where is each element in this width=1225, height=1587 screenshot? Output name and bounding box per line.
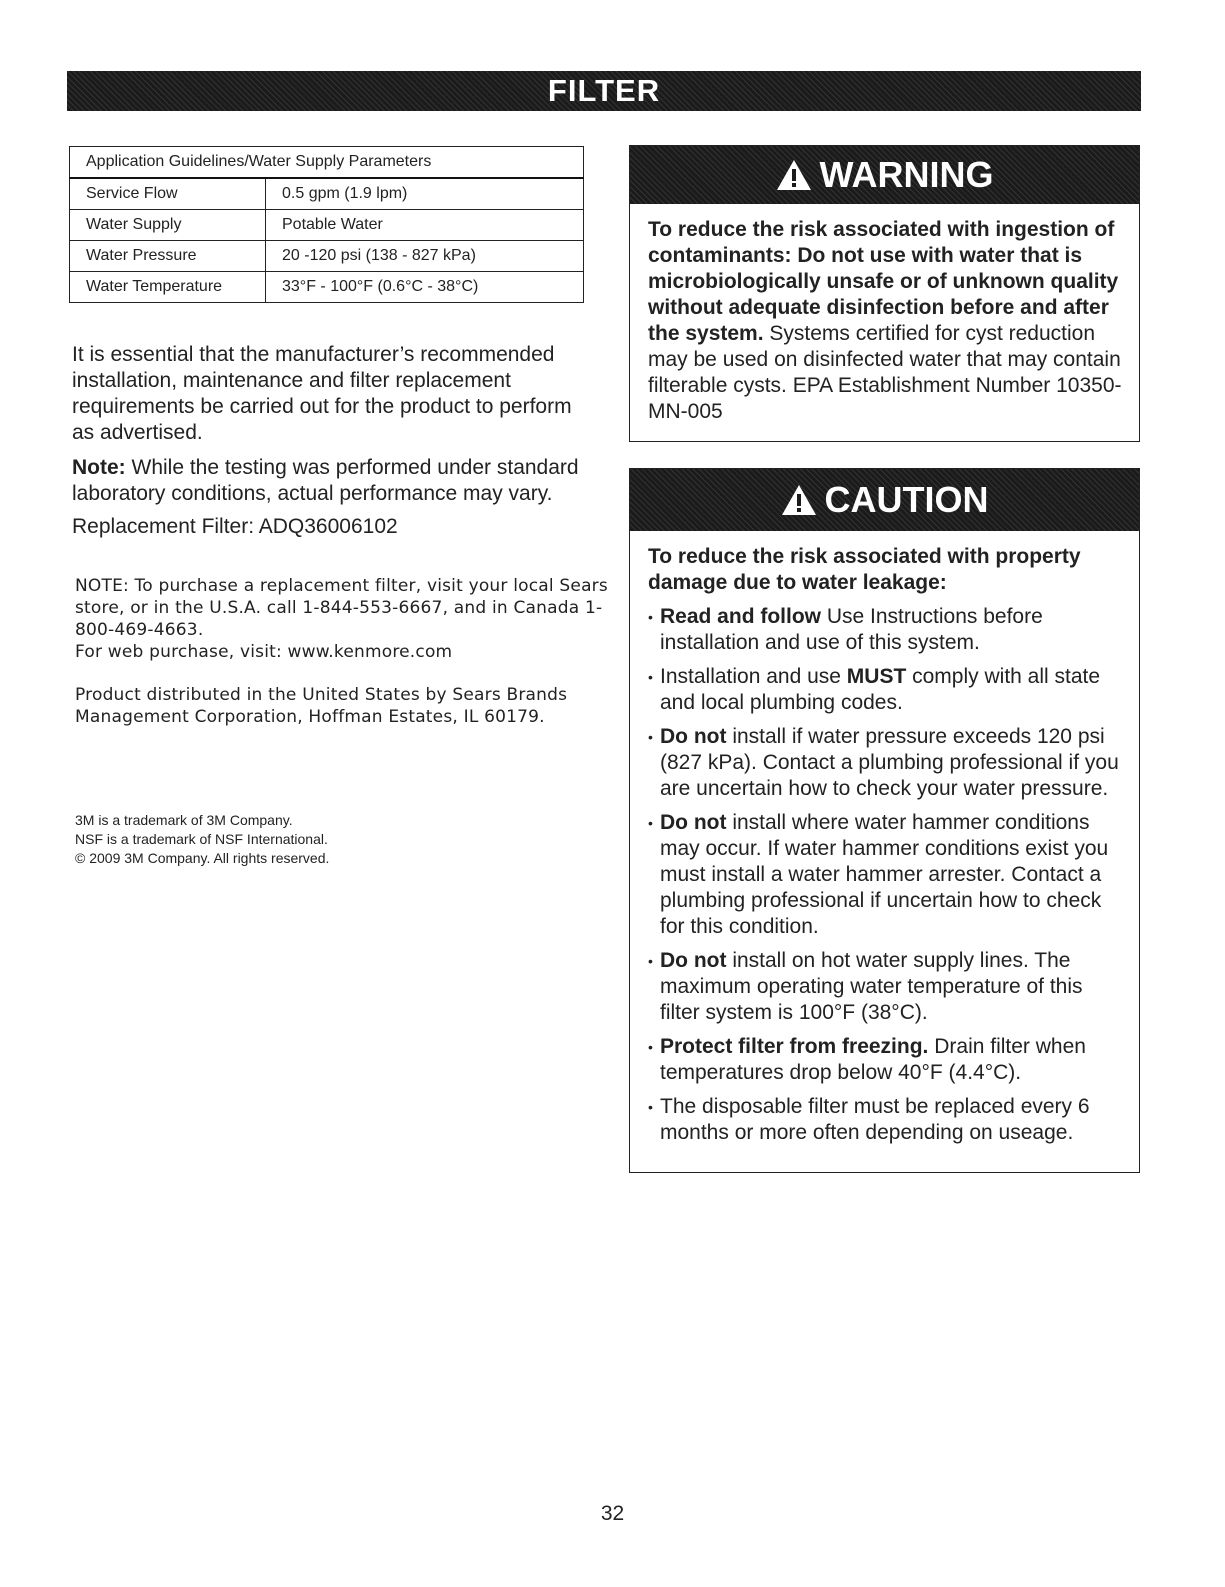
trademark-notices xyxy=(75,811,329,868)
distributor-note: Product distributed in the United States by Sears Brands Management Corporation, Hoffman Estates, IL 60179. xyxy=(75,685,568,727)
table-cell-label: Water Temperature xyxy=(70,272,266,303)
table-cell-value: Potable Water xyxy=(266,210,584,241)
bullet-text: The disposable filter must be replaced every 6 months or more often depending on useage. xyxy=(660,1095,1090,1144)
warning-header xyxy=(630,146,1139,204)
table-row xyxy=(70,241,584,272)
bullet-text: comply with all state and local plumbing codes. xyxy=(660,665,1101,714)
table-cell-value: 0.5 gpm (1.9 lpm) xyxy=(266,178,584,210)
table-header-row xyxy=(70,147,584,179)
page-number: 32 xyxy=(600,1502,625,1525)
table-row xyxy=(70,272,584,303)
list-item xyxy=(648,604,1125,656)
bullet-text: Drain filter when temperatures drop below 40°F (4.4°C). xyxy=(660,1035,1086,1084)
water-supply-parameters-table xyxy=(69,146,584,303)
list-item xyxy=(648,1034,1125,1086)
caution-lead: To reduce the risk associated with property damage due to water leakage: xyxy=(648,545,1081,594)
copyright-line: © 2009 3M Company. All rights reserved. xyxy=(75,850,330,866)
table-row xyxy=(70,210,584,241)
warning-body xyxy=(630,204,1139,425)
bullet-bold: Do not xyxy=(660,949,727,972)
section-banner xyxy=(67,71,1141,111)
bullet-pre: Installation and use xyxy=(660,665,847,688)
note-paragraph xyxy=(72,455,602,507)
table-header: Application Guidelines/Water Supply Parameters xyxy=(70,147,584,179)
caution-title: CAUTION xyxy=(824,479,989,520)
replacement-filter-text: Replacement Filter: ADQ36006102 xyxy=(72,515,398,538)
essential-paragraph: It is essential that the manufacturer’s recommended installation, maintenance and filter replacement requirements be carried out for the product to perform as advertised. xyxy=(72,343,572,444)
table-cell-label: Water Pressure xyxy=(70,241,266,272)
list-item xyxy=(648,810,1125,940)
section-title: FILTER xyxy=(547,73,661,108)
bullet-bold: Read and follow xyxy=(660,605,822,628)
bullet-text: install on hot water supply lines. The maximum operating water temperature of this filter system is 100°F (38°C). xyxy=(660,949,1083,1024)
table-row xyxy=(70,178,584,210)
warning-text: Systems certified for cyst reduction may be used on disinfected water that may contain filterable cysts. EPA Establishment Number 10350-MN-005 xyxy=(648,322,1122,423)
trademark-line: 3M is a trademark of 3M Company. xyxy=(75,812,293,828)
caution-header xyxy=(630,469,1139,531)
warning-triangle-icon xyxy=(776,159,812,191)
note-text: While the testing was performed under standard laboratory conditions, actual performance may vary. xyxy=(72,456,579,505)
purchase-note-line: NOTE: To purchase a replacement filter, visit your local Sears store, or in the U.S.A. call 1-844-553-6667, and in Canada 1-800-469-4663. xyxy=(75,576,608,640)
bullet-bold: Do not xyxy=(660,811,727,834)
caution-body xyxy=(630,531,1139,1146)
caution-box xyxy=(629,468,1140,1173)
warning-title: WARNING xyxy=(819,154,994,195)
bullet-text: install if water pressure exceeds 120 psi (827 kPa). Contact a plumbing professional if you are uncertain how to check your water pressure. xyxy=(660,725,1119,800)
purchase-note xyxy=(75,575,620,663)
table-cell-value: 33°F - 100°F (0.6°C - 38°C) xyxy=(266,272,584,303)
note-label: Note: xyxy=(72,456,126,479)
table-cell-value: 20 -120 psi (138 - 827 kPa) xyxy=(266,241,584,272)
list-item xyxy=(648,948,1125,1026)
bullet-text: install where water hammer conditions may occur. If water hammer conditions exist you must install a water hammer arrester. Contact a plumbing professional if uncertain how to check for this condition. xyxy=(660,811,1109,938)
warning-box xyxy=(629,145,1140,442)
table-cell-label: Water Supply xyxy=(70,210,266,241)
list-item xyxy=(648,1094,1125,1146)
bullet-bold: MUST xyxy=(846,665,907,688)
trademark-line: NSF is a trademark of NSF International. xyxy=(75,831,328,847)
list-item xyxy=(648,724,1125,802)
warning-triangle-icon xyxy=(781,484,817,516)
bullet-text: Use Instructions before installation and use of this system. xyxy=(660,605,1043,654)
web-purchase-line: For web purchase, visit: www.kenmore.com xyxy=(75,642,453,662)
bullet-bold: Protect filter from freezing. xyxy=(660,1035,929,1058)
list-item xyxy=(648,664,1125,716)
warning-bold-text: To reduce the risk associated with ingestion of contaminants: Do not use with water that is microbiologically unsafe or of unknown quality without adequate disinfection before and after the system. xyxy=(648,218,1119,345)
table-cell-label: Service Flow xyxy=(70,178,266,210)
bullet-bold: Do not xyxy=(660,725,727,748)
